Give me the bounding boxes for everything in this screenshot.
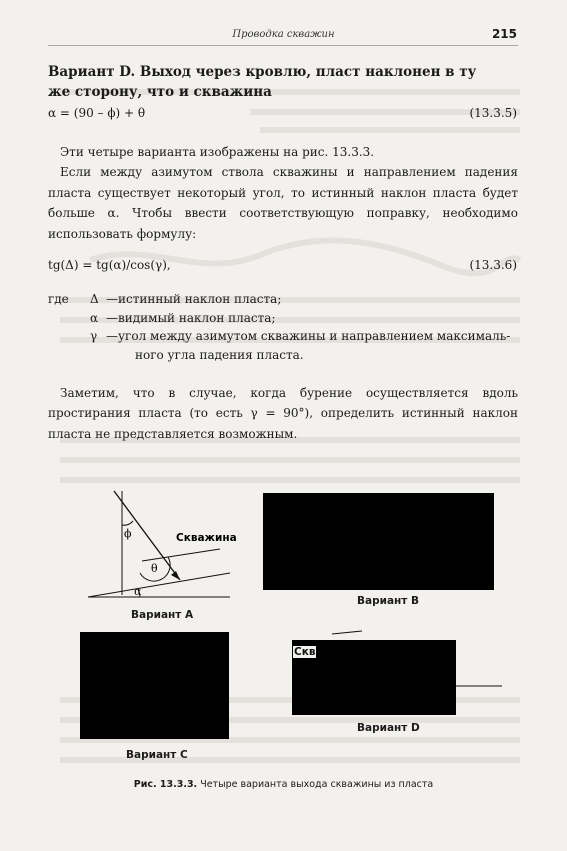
paragraph-figure-reference	[48, 142, 518, 244]
figure-caption-number: Рис. 13.3.3.	[133, 779, 198, 790]
definition-dash: —	[106, 310, 118, 325]
definition-delta-text: истинный наклон пласта;	[118, 292, 282, 306]
equation-number-13-3-5: (13.3.5)	[469, 106, 517, 120]
paragraph-2-text: Если между азимутом ствола скважины и направлением падения пласта существует некоторый угол, то истинный наклон пласта будет больше α. Чтобы ввести соответствующую поправку, необходимо использовать формулу:	[48, 165, 518, 241]
definition-gamma-text: угол между азимутом скважины и направлением максималь-	[118, 329, 511, 343]
variant-d-label: Вариант D	[357, 722, 420, 734]
definition-dash: —	[106, 292, 118, 306]
equation-number-13-3-6: (13.3.6)	[469, 258, 517, 272]
phi-angle-arc	[122, 521, 133, 525]
variant-d-redacted-diagram	[292, 640, 456, 715]
variant-a-diagram	[80, 485, 260, 610]
section-heading: Вариант D. Выход через кровлю, пласт наклонен в ту же сторону, что и скважина	[48, 64, 477, 100]
definition-gamma-continuation: ного угла падения пласта.	[135, 347, 304, 362]
figure-caption-text: Четыре варианта выхода скважины из пласта	[200, 779, 434, 790]
variable-definitions	[48, 290, 518, 364]
definition-row-delta	[48, 290, 518, 309]
well-label: Скважина	[176, 532, 237, 544]
definition-dash: —	[106, 329, 118, 343]
definition-row-gamma	[48, 327, 518, 346]
symbol-alpha: α	[90, 310, 99, 325]
well-arrowhead	[171, 571, 180, 580]
variant-a-label: Вариант А	[131, 609, 194, 621]
paragraph-strike-note	[48, 383, 518, 444]
variant-d-partial-label: Скв	[294, 646, 316, 658]
phi-label: ϕ	[124, 527, 132, 540]
definition-row-gamma-continued	[48, 346, 518, 365]
alpha-label: α	[134, 585, 142, 598]
symbol-gamma: γ	[90, 329, 98, 343]
page-number: 215	[491, 27, 517, 41]
theta-label: θ	[151, 562, 158, 575]
variant-c-label: Вариант C	[126, 749, 188, 761]
variant-b-label: Вариант B	[357, 595, 420, 607]
variant-c-redacted-diagram	[80, 632, 229, 739]
header-divider	[48, 45, 518, 46]
figure-caption	[0, 779, 567, 790]
paragraph-3-text: Заметим, что в случае, когда бурение осуществляется вдоль простирания пласта (то есть γ = 90°), определить истинный наклон пласта не представляется возможным.	[48, 386, 518, 441]
where-label: где	[48, 292, 69, 306]
symbol-delta: Δ	[90, 292, 99, 306]
bed-boundary-lower	[142, 549, 220, 561]
variant-b-redacted-diagram	[263, 493, 494, 590]
bed-boundary-upper	[88, 573, 230, 597]
variant-d-edge-line	[332, 631, 362, 634]
definition-row-alpha	[48, 309, 518, 328]
formula-13-3-5: α = (90 – ϕ) + θ	[48, 106, 146, 120]
paragraph-1-text: Эти четыре варианта изображены на рис. 13.3.3.	[60, 145, 375, 159]
formula-13-3-6: tg(Δ) = tg(α)/cos(γ),	[48, 258, 171, 272]
running-header-title: Проводка скважин	[232, 29, 335, 40]
definition-alpha-text: видимый наклон пласта;	[118, 310, 276, 325]
